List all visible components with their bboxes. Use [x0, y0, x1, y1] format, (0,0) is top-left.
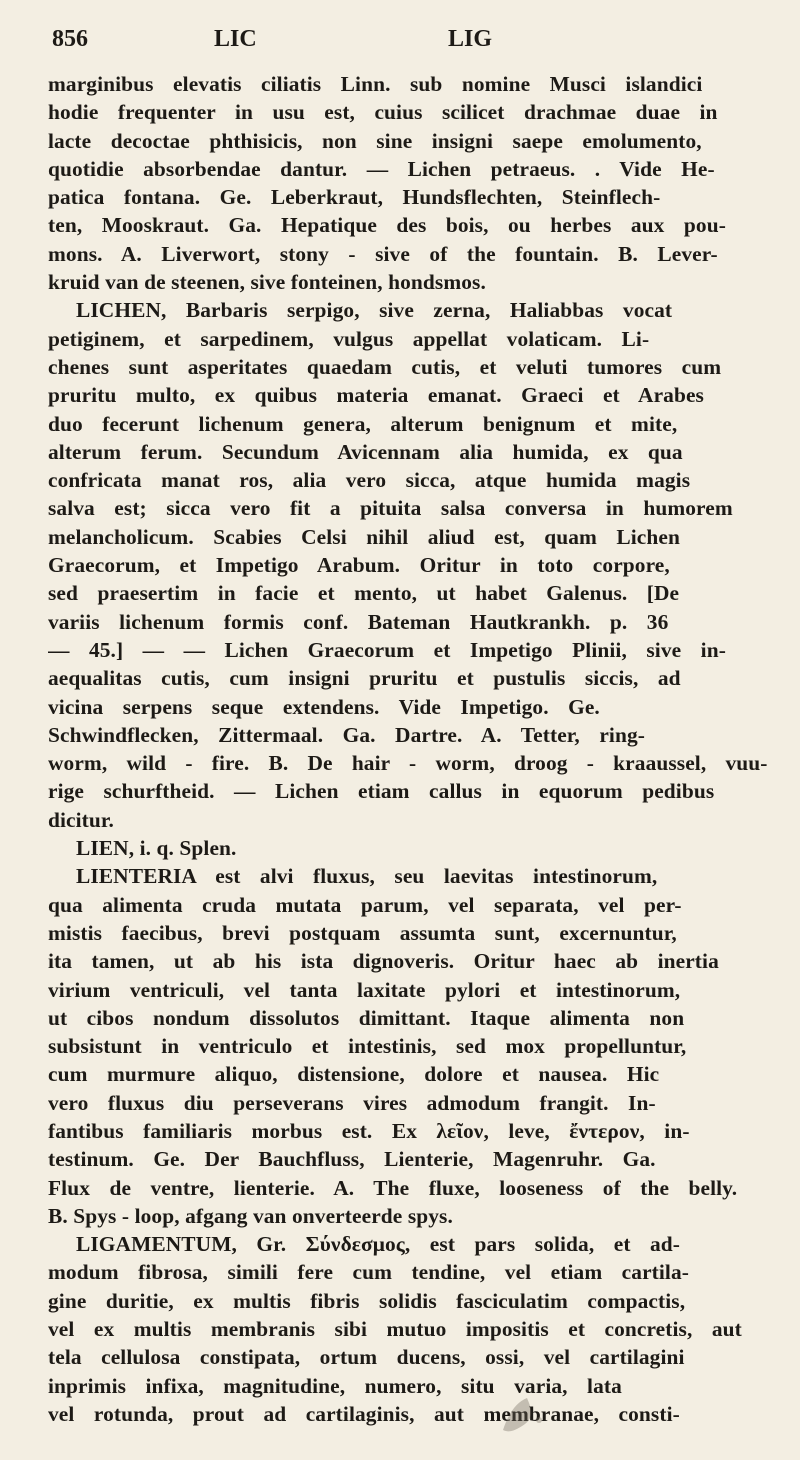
text-line: mons. A. Liverwort, stony - sive of the fountain. B. Lever- — [48, 241, 718, 266]
text-line: worm, wild - fire. B. De hair - worm, droog - kraaussel, vuu- — [48, 751, 768, 776]
text-line: Schwindflecken, Zittermaal. Ga. Dartre. A. Tetter, ring- — [48, 722, 645, 747]
text-line: ut cibos nondum dissolutos dimittant. Itaque alimenta non — [48, 1005, 685, 1030]
text-line: hodie frequenter in usu est, cuius scilicet drachmae duae in — [48, 100, 718, 125]
text-line: sed praesertim in facie et mento, ut habet Galenus. [De — [48, 581, 680, 606]
text-line: patica fontana. Ge. Leberkraut, Hundsflechten, Steinflech- — [48, 185, 661, 210]
text-line: salva est; sicca vero fit a pituita salsa conversa in humorem — [48, 496, 733, 521]
text-line: tela cellulosa constipata, ortum ducens, ossi, vel cartilagini — [48, 1345, 685, 1370]
text-line: vel ex multis membranis sibi mutuo impositis et concretis, aut — [48, 1317, 742, 1342]
text-line: gine duritie, ex multis fibris solidis fasciculatim compactis, — [48, 1288, 686, 1313]
text-line: rige schurftheid. — Lichen etiam callus in equorum pedibus — [48, 779, 715, 804]
text-line: melancholicum. Scabies Celsi nihil aliud est, quam Lichen — [48, 524, 680, 549]
text-line: qua alimenta cruda mutata parum, vel separata, vel per- — [48, 892, 682, 917]
text-line: mistis faecibus, brevi postquam assumta sunt, excernuntur, — [48, 920, 677, 945]
body-text — [48, 70, 768, 1428]
text-line: aequalitas cutis, cum insigni pruritu et pustulis siccis, ad — [48, 666, 681, 691]
text-line: duo fecerunt lichenum genera, alterum benignum et mite, — [48, 411, 678, 436]
text-line: Graecorum, et Impetigo Arabum. Oritur in toto corpore, — [48, 553, 670, 578]
text-line: kruid van de steenen, sive fonteinen, hondsmos. — [48, 270, 486, 295]
text-line: LIENTERIA est alvi fluxus, seu laevitas intestinorum, — [76, 864, 658, 889]
page-number: 856 — [52, 26, 88, 52]
text-line: petiginem, et sarpedinem, vulgus appellat volaticam. Li- — [48, 326, 650, 351]
text-line: inprimis infixa, magnitudine, numero, situ varia, lata — [48, 1373, 622, 1398]
text-line: vero fluxus diu perseverans vires admodum frangit. In- — [48, 1090, 656, 1115]
text-line: dicitur. — [48, 807, 114, 832]
text-line: LIEN, i. q. Splen. — [76, 836, 237, 861]
text-line: subsistunt in ventriculo et intestinis, sed mox propelluntur, — [48, 1034, 687, 1059]
right-headword: LIG — [448, 26, 493, 52]
text-line: vicina serpens seque extendens. Vide Impetigo. Ge. — [48, 694, 600, 719]
text-line: quotidie absorbendae dantur. — Lichen petraeus. . Vide He- — [48, 156, 715, 181]
text-line: virium ventriculi, vel tanta laxitate pylori et intestinorum, — [48, 977, 681, 1002]
text-line: confricata manat ros, alia vero sicca, atque humida magis — [48, 468, 691, 493]
text-line: B. Spys - loop, afgang van onverteerde spys. — [48, 1203, 453, 1228]
text-line: — 45.] — — Lichen Graecorum et Impetigo Plinii, sive in- — [48, 637, 726, 662]
text-line: modum fibrosa, simili fere cum tendine, vel etiam cartila- — [48, 1260, 689, 1285]
text-line: vel rotunda, prout ad cartilaginis, aut membranae, consti- — [48, 1401, 680, 1426]
text-line: ita tamen, ut ab his ista dignoveris. Oritur haec ab inertia — [48, 949, 719, 974]
text-line: cum murmure aliquo, distensione, dolore et nausea. Hic — [48, 1062, 660, 1087]
text-line: pruritu multo, ex quibus materia emanat. Graeci et Arabes — [48, 383, 704, 408]
text-line: alterum ferum. Secundum Avicennam alia humida, ex qua — [48, 439, 683, 464]
text-line: fantibus familiaris morbus est. Ex λεῖον, leve, ἔντερον, in- — [48, 1118, 690, 1143]
text-line: LICHEN, Barbaris serpigo, sive zerna, Haliabbas vocat — [76, 298, 673, 323]
text-line: Flux de ventre, lienterie. A. The fluxe, looseness of the belly. — [48, 1175, 738, 1200]
text-line: lacte decoctae phthisicis, non sine insigni saepe emolumento, — [48, 128, 702, 153]
running-header — [52, 26, 760, 56]
stain-mark — [495, 1390, 555, 1438]
left-headword: LIC — [214, 26, 257, 52]
text-line: chenes sunt asperitates quaedam cutis, et veluti tumores cum — [48, 354, 722, 379]
text-line: marginibus elevatis ciliatis Linn. sub nomine Musci islandici — [48, 72, 703, 96]
text-line: variis lichenum formis conf. Bateman Hautkrankh. p. 36 — [48, 609, 669, 634]
text-line: ten, Mooskraut. Ga. Hepatique des bois, ou herbes aux pou- — [48, 213, 726, 238]
text-line: testinum. Ge. Der Bauchfluss, Lienterie, Magenruhr. Ga. — [48, 1147, 656, 1172]
text-line: LIGAMENTUM, Gr. Σύνδεσμος, est pars solida, et ad- — [76, 1232, 681, 1257]
